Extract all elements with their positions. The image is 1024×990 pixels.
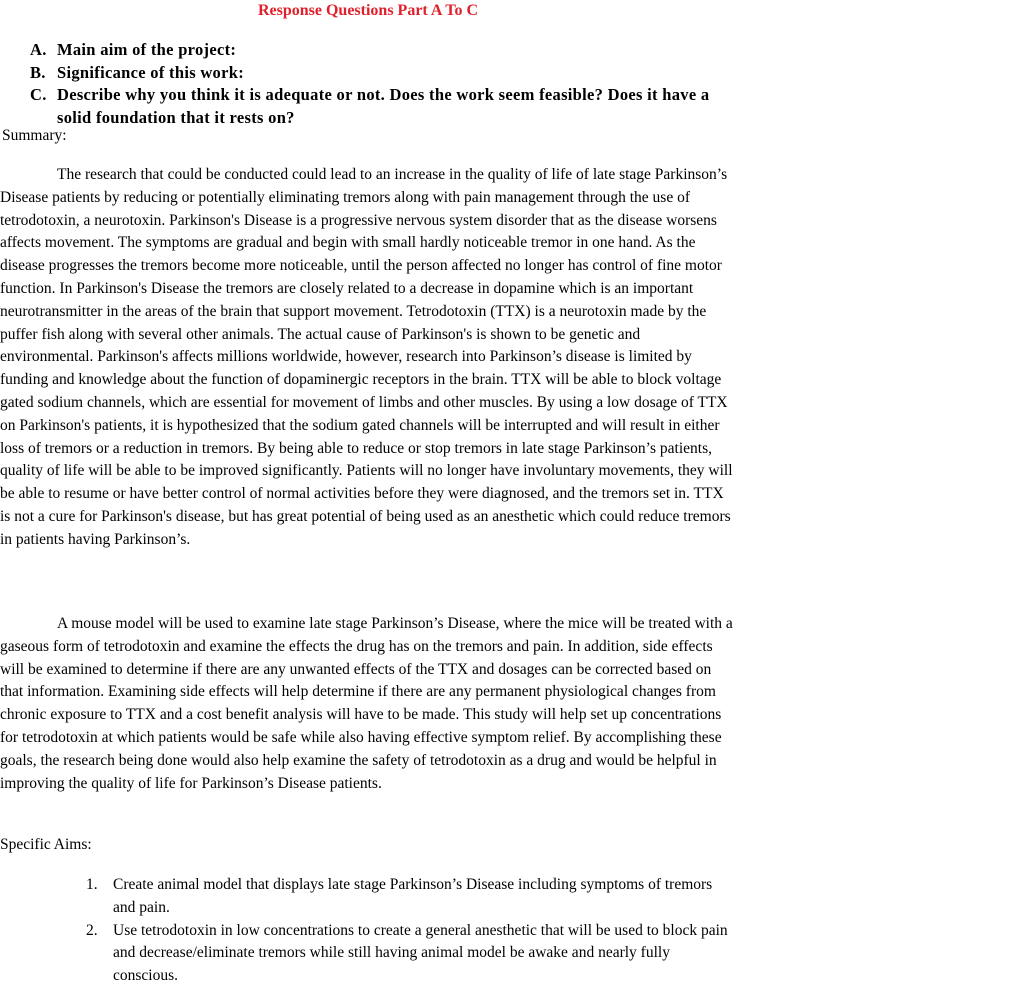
question-item	[30, 62, 730, 85]
question-item	[30, 84, 730, 129]
question-text: Main aim of the project:	[57, 40, 237, 59]
aim-number: 1.	[86, 876, 98, 893]
aim-text: Create animal model that displays late stage Parkinson’s Disease including symptoms of tremors and pain.	[113, 876, 713, 916]
specific-aims-heading: Specific Aims:	[0, 836, 92, 853]
aim-number: 2.	[86, 921, 98, 939]
question-marker: C.	[30, 85, 47, 104]
specific-aim-item	[86, 874, 736, 920]
specific-aims-list	[86, 874, 736, 988]
question-text: Describe why you think it is adequate or not. Does the work seem feasible? Does it have a solid foundation that it rests on?	[57, 85, 710, 127]
question-item	[30, 39, 730, 62]
question-text: Significance of this work:	[57, 62, 245, 82]
question-marker: B.	[30, 62, 46, 82]
question-marker: A.	[30, 40, 47, 59]
summary-paragraph: A mouse model will be used to examine late stage Parkinson’s Disease, where the mice will be treated with a gaseous form of tetrodotoxin and examine the effects the drug has on the tremors and pain. In addition, side effects will be examined to determine if there are any unwanted effects of the TTX and dosages can be corrected based on that information. Examining side effects will help determine if there are any permanent physiological changes from chronic exposure to TTX and a cost benefit analysis will have to be made. This study will help set up concentrations for tetrodotoxin at which patients would be safe while also having effective symptom relief. By accomplishing these goals, the research being done would also help examine the safety of tetrodotoxin as a drug and would be helpful in improving the quality of life for Parkinson’s Disease patients.	[0, 615, 733, 792]
question-list	[30, 39, 730, 129]
document-title: Response Questions Part A To C	[257, 2, 479, 19]
summary-paragraph: The research that could be conducted could lead to an increase in the quality of life of late stage Parkinson’s Disease patients by reducing or potentially eliminating tremors along with pain management through the use of tetrodotoxin, a neurotoxin. Parkinson's Disease is a progressive nervous system disorder that as the disease worsens affects movement. The symptoms are gradual and begin with small hardly noticeable tremor in one hand. As the disease progresses the tremors become more noticeable, until the person affected no longer has control of fine motor function. In Parkinson's Disease the tremors are closely related to a decrease in dopamine which is an important neurotransmitter in the areas of the brain that support movement. Tetrodotoxin (TTX) is a neurotoxin made by the puffer fish along with several other animals. The actual cause of Parkinson's is shown to be genetic and environmental. Parkinson's affects millions worldwide, however, research into Parkinson’s disease is limited by funding and knowledge about the function of dopaminergic receptors in the brain. TTX will be able to block voltage gated sodium channels, which are essential for movement of limbs and other muscles. By using a low dosage of TTX on Parkinson's patients, it is hypothesized that the sodium gated channels will be interrupted and will result in either loss of tremors or a reduction in tremors. By being able to reduce or stop tremors in late stage Parkinson’s patients, quality of life will be able to be improved significantly. Patients will no longer have involuntary movements, they will be able to resume or have better control of normal activities before they were diagnosed, and the tremors set in. TTX is not a cure for Parkinson's disease, but has great potential of being used as an anesthetic which could reduce tremors in patients having Parkinson’s.	[0, 166, 733, 548]
specific-aim-item	[86, 920, 736, 988]
aim-text: Use tetrodotoxin in low concentrations to create a general anesthetic that will be used to block pain and decrease/eliminate tremors while still having animal model be awake and nearly fully conscious.	[113, 921, 728, 985]
summary-heading: Summary:	[2, 127, 67, 144]
